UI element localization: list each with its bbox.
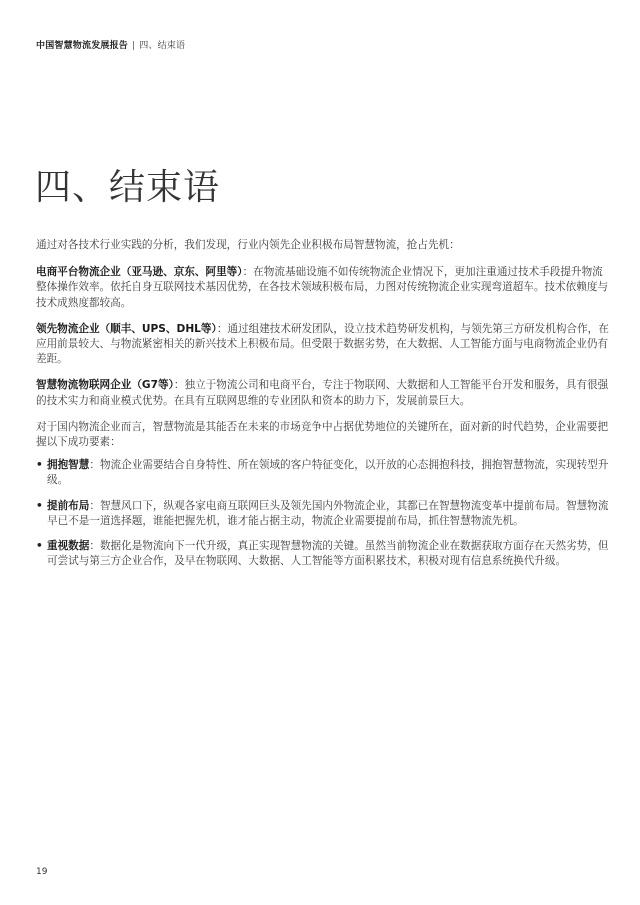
paragraph-lead: 领先物流企业（顺丰、UPS、DHL等） (36, 322, 217, 335)
paragraph-text: ：独立于物流公司和电商平台，专注于物联网、大数据和人工智能平台开发和服务，具有很强的技术实力和商业模式优势。在具有互联网思维的专业团队和资本的助力下，发展前景巨大。 (36, 379, 609, 407)
paragraph-iot (36, 378, 610, 408)
header-separator: | (132, 41, 136, 51)
paragraph-text: ：通过组建技术研发团队，设立技术趋势研发机构，与领先第三方研发机构合作，在应用前景较大、与物流紧密相关的新兴技术上积极布局。但受限于数据劣势，在大数据、人工智能方面与电商物流企业仍有差距。 (36, 322, 609, 366)
bullet-lead: 提前布局 (47, 499, 90, 512)
running-header (36, 38, 185, 51)
bullet-marker: • (36, 499, 43, 512)
main-content (36, 238, 610, 579)
bullet-text: ：数据化是物流向下一代升级，真正实现智慧物流的关键。虽然当前物流企业在数据获取方面存在天然劣势，但可尝试与第三方企业合作，及早在物联网、大数据、人工智能等方面积累技术，积极对现有信息系统换代升级。 (47, 540, 609, 568)
list-item (36, 458, 610, 488)
paragraph-text: ：在物流基础设施不如传统物流企业情况下，更加注重通过技术手段提升物流整体操作效率。依托自身互联网技术基因优势，在各技术领域积极布局，力图对传统物流企业实现弯道超车。技术依赖度与技术成熟度都较高。 (36, 266, 609, 309)
transition-paragraph: 对于国内物流企业而言，智慧物流是其能否在未来的市场竞争中占据优势地位的关键所在，面对新的时代趋势，企业需要把握以下成功要素： (36, 420, 609, 449)
bullet-lead: 重视数据 (47, 540, 90, 553)
page-title: 四、结束语 (35, 167, 221, 209)
bullet-marker: • (36, 540, 43, 553)
page-number: 19 (36, 867, 48, 877)
bullet-marker: • (36, 459, 43, 472)
list-item (36, 539, 610, 569)
intro-paragraph: 通过对各技术行业实践的分析，我们发现，行业内领先企业积极布局智慧物流，抢占先机： (36, 239, 460, 251)
paragraph-leading-logistics (36, 322, 610, 368)
paragraph-lead: 电商平台物流企业（亚马逊、京东、阿里等） (36, 266, 243, 279)
bullet-text: ：智慧风口下，纵观各家电商互联网巨头及领先国内外物流企业，其都已在智慧物流变革中提前布局。智慧物流早已不是一道选择题，谁能把握先机，谁才能占据主动，物流企业需要提前布局，抓住智慧物流先机。 (47, 499, 609, 527)
bullet-lead: 拥抱智慧 (47, 459, 90, 472)
header-section: 四、结束语 (139, 41, 186, 51)
success-factors-list (36, 458, 610, 569)
paragraph-lead: 智慧物流物联网企业（G7等） (36, 379, 174, 392)
paragraph-ecommerce (36, 265, 610, 311)
bullet-text: ：物流企业需要结合自身特性、所在领域的客户特征变化，以开放的心态拥抱科技，拥抱智慧物流，实现转型升级。 (47, 459, 609, 487)
report-title: 中国智慧物流发展报告 (36, 41, 129, 51)
list-item (36, 499, 610, 529)
